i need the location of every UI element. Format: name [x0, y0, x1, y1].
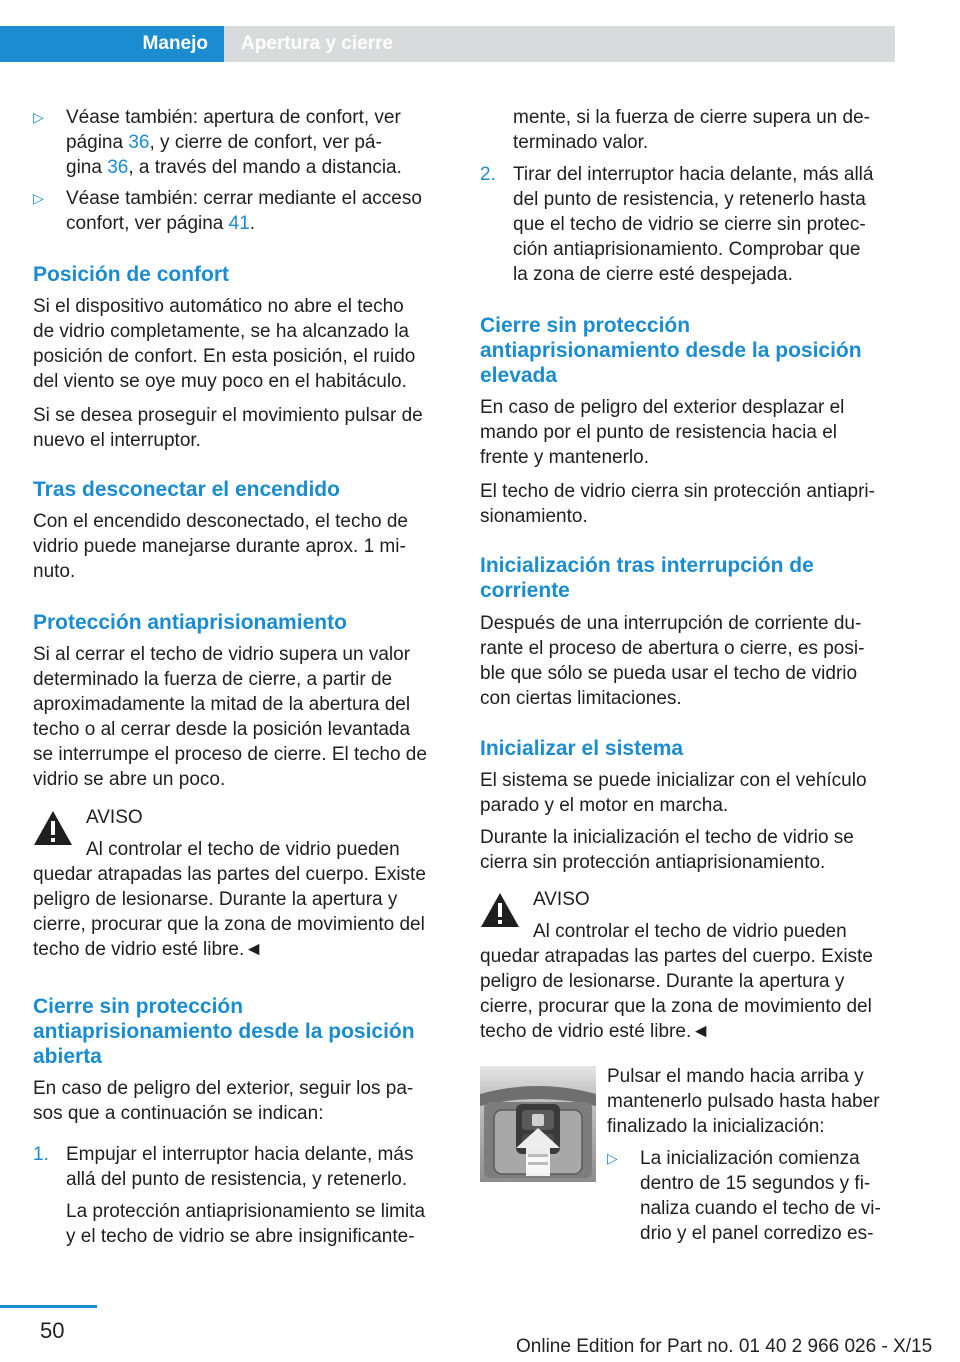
- paragraph: Pulsar el mando hacia arriba y mantenerlo pulsado hasta haber finalizado la inicialización:: [607, 1066, 880, 1137]
- section-heading: Cierre sin protección antiaprisionamiento desde la posición abierta: [33, 995, 415, 1068]
- warning-text: Al controlar el techo de vidrio pueden quedar atrapadas las partes del cuerpo. Existe peligro de lesionarse. Durante la apertura y cierre, procurar que la zona de movimiento del techo de vidrio esté libre.◄: [33, 839, 426, 960]
- section-heading: Cierre sin protección antiaprisionamiento desde la posición elevada: [480, 314, 862, 387]
- paragraph: En caso de peligro del exterior desplazar el mando por el punto de resistencia hacia el frente y mantenerlo.: [480, 397, 845, 468]
- list-item: Tirar del interruptor hacia delante, más allá del punto de resistencia, y retenerlo hasta que el techo de vidrio se cierre sin protec- ción antiaprisionamiento. Comprobar que la zona de cierre esté despejada.: [513, 164, 874, 285]
- list-item-continued: mente, si la fuerza de cierre supera un de- terminado valor.: [513, 107, 870, 153]
- paragraph: Durante la inicialización el techo de vidrio se cierra sin protección antiaprisionamiento.: [480, 827, 854, 873]
- warning-title: AVISO: [86, 807, 143, 828]
- paragraph: Si al cerrar el techo de vidrio supera un valor determinado la fuerza de cierre, a partir de aproximadamente la mitad de la abertura del techo o al cerrar desde la posición levantada se interrumpe el proceso de cierre. El techo de vidrio se abre un poco.: [33, 644, 427, 790]
- list-item-sub: La protección antiaprisionamiento se limita y el techo de vidrio se abre insignificante-: [66, 1201, 426, 1247]
- paragraph: El techo de vidrio cierra sin protección antiapri- sionamiento.: [480, 481, 875, 527]
- section-heading: Tras desconectar el encendido: [33, 478, 340, 501]
- warning-text: Al controlar el techo de vidrio pueden quedar atrapadas las partes del cuerpo. Existe peligro de lesionarse. Durante la apertura y cierre, procurar que la zona de movimiento del techo de vidrio esté libre.◄: [480, 921, 873, 1042]
- bullet-item: La inicialización comienza dentro de 15 segundos y fi- naliza cuando el techo de vi- drio y el panel corredizo es-: [640, 1148, 881, 1244]
- paragraph: En caso de peligro del exterior, seguir los pa- sos que a continuación se indican:: [33, 1078, 414, 1124]
- list-number: 1.: [33, 1144, 49, 1165]
- page-link[interactable]: 36: [107, 157, 129, 178]
- section-heading: Inicialización tras interrupción de corriente: [480, 554, 814, 602]
- paragraph: Con el encendido desconectado, el techo de vidrio puede manejarse durante aprox. 1 mi- nuto.: [33, 511, 408, 582]
- tab-apertura-y-cierre[interactable]: Apertura y cierre: [241, 33, 394, 54]
- triangle-right-icon: ▷: [607, 1150, 618, 1166]
- bullet-item: Véase también: cerrar mediante el acceso confort, ver página 41.: [66, 188, 422, 234]
- bullet-item: Véase también: apertura de confort, ver página 36, y cierre de confort, ver pá- gina 36, a través del mando a distancia.: [66, 107, 402, 178]
- paragraph: Después de una interrupción de corriente du- rante el proceso de abertura o cierre, es posi- ble que sólo se pueda usar el techo de vidrio con ciertas limitaciones.: [480, 613, 865, 709]
- triangle-right-icon: ▷: [33, 190, 44, 206]
- section-heading: Posición de confort: [33, 263, 230, 286]
- page-link[interactable]: 41: [228, 213, 250, 234]
- footer-accent-line: [0, 1305, 97, 1308]
- page-number: 50: [40, 1318, 65, 1343]
- paragraph: El sistema se puede inicializar con el vehículo parado y el motor en marcha.: [480, 770, 867, 816]
- section-heading: Protección antiaprisionamiento: [33, 611, 347, 634]
- list-number: 2.: [480, 164, 496, 185]
- edition-text: Online Edition for Part no. 01 40 2 966 026 - X/15: [516, 1336, 933, 1357]
- page-link[interactable]: 36: [128, 132, 150, 153]
- tab-manejo[interactable]: Manejo: [0, 26, 224, 62]
- section-heading: Inicializar el sistema: [480, 737, 684, 760]
- warning-title: AVISO: [533, 889, 590, 910]
- paragraph: Si se desea proseguir el movimiento pulsar de nuevo el interruptor.: [33, 405, 423, 451]
- list-item: Empujar el interruptor hacia delante, más allá del punto de resistencia, y retenerlo.: [66, 1144, 414, 1190]
- triangle-right-icon: ▷: [33, 109, 44, 125]
- paragraph: Si el dispositivo automático no abre el techo de vidrio completamente, se ha alcanzado la posición de confort. En esta posición, el ruido del viento se oye muy poco en el habitáculo.: [33, 296, 416, 392]
- roof-switch-photo: [480, 1066, 596, 1182]
